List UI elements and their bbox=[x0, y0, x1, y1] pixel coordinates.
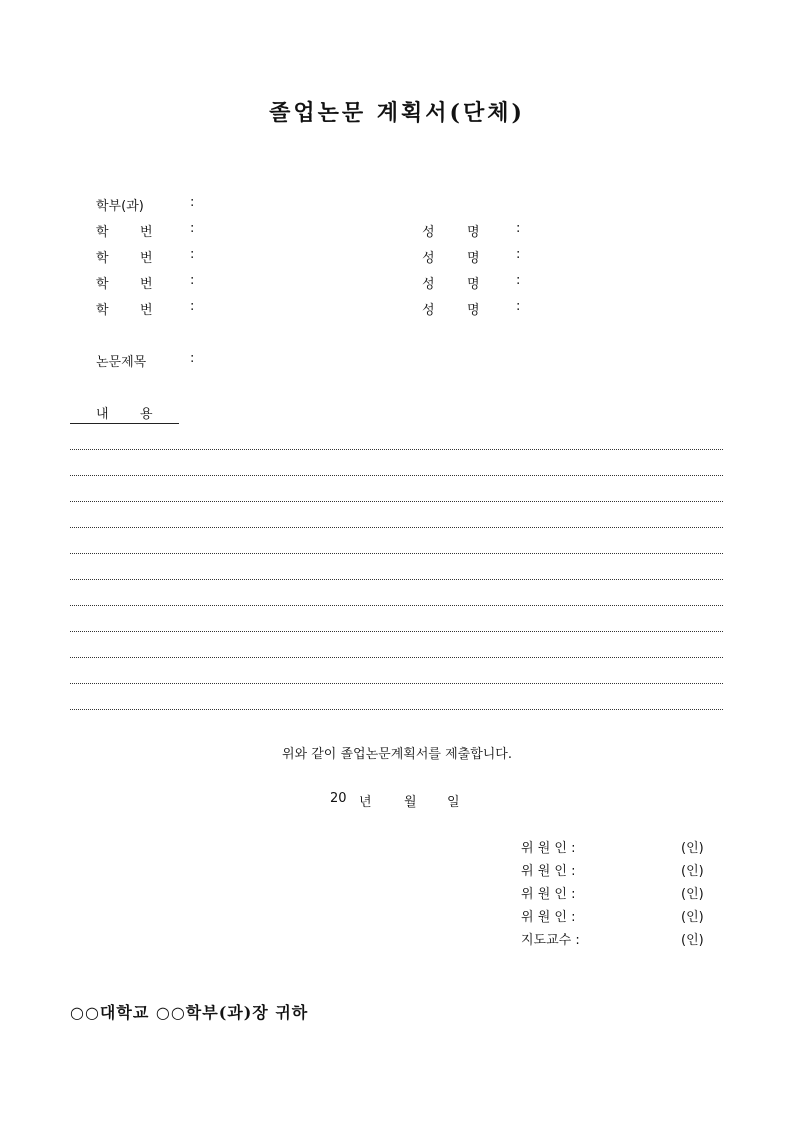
content-line bbox=[70, 579, 723, 580]
date-year: 년 bbox=[359, 795, 372, 810]
name-label-2: 명 bbox=[467, 225, 480, 240]
department-label: 학부(과) bbox=[96, 199, 144, 214]
name-label-1: 성 bbox=[422, 225, 435, 240]
date-month: 월 bbox=[404, 795, 417, 810]
student-no-colon: : bbox=[190, 221, 195, 236]
name-colon: : bbox=[516, 247, 521, 262]
student-no-colon: : bbox=[190, 273, 195, 288]
content-line bbox=[70, 631, 723, 632]
content-line bbox=[70, 449, 723, 450]
student-no-label-1: 학 bbox=[96, 225, 109, 240]
content-label-underline bbox=[70, 423, 179, 424]
content-label-2: 용 bbox=[140, 407, 153, 422]
signature-role: 위 원 인 : bbox=[521, 887, 576, 902]
student-no-label-1: 학 bbox=[96, 277, 109, 292]
signature-seal: (인) bbox=[681, 910, 704, 925]
content-line bbox=[70, 501, 723, 502]
student-no-label-1: 학 bbox=[96, 303, 109, 318]
date-year-prefix: 20 bbox=[330, 791, 347, 806]
signature-seal: (인) bbox=[681, 887, 704, 902]
student-no-label-2: 번 bbox=[140, 251, 153, 266]
signature-role: 위 원 인 : bbox=[521, 864, 576, 879]
name-colon: : bbox=[516, 273, 521, 288]
content-line bbox=[70, 709, 723, 710]
student-no-colon: : bbox=[190, 299, 195, 314]
name-label-1: 성 bbox=[422, 303, 435, 318]
signature-seal: (인) bbox=[681, 841, 704, 856]
content-line bbox=[70, 475, 723, 476]
advisor-role: 지도교수 : bbox=[521, 933, 580, 948]
content-line bbox=[70, 553, 723, 554]
name-colon: : bbox=[516, 299, 521, 314]
content-line bbox=[70, 683, 723, 684]
signature-role: 위 원 인 : bbox=[521, 841, 576, 856]
name-colon: : bbox=[516, 221, 521, 236]
thesis-title-label: 논문제목 bbox=[96, 355, 147, 370]
document-title: 졸업논문 계획서(단체) bbox=[269, 100, 525, 126]
date-day: 일 bbox=[447, 795, 460, 810]
name-label-2: 명 bbox=[467, 303, 480, 318]
student-no-label-2: 번 bbox=[140, 303, 153, 318]
student-no-label-2: 번 bbox=[140, 277, 153, 292]
student-no-label-1: 학 bbox=[96, 251, 109, 266]
content-line bbox=[70, 657, 723, 658]
signature-seal: (인) bbox=[681, 864, 704, 879]
name-label-2: 명 bbox=[467, 277, 480, 292]
name-label-1: 성 bbox=[422, 277, 435, 292]
content-line bbox=[70, 527, 723, 528]
signature-role: 위 원 인 : bbox=[521, 910, 576, 925]
content-line bbox=[70, 605, 723, 606]
department-colon: : bbox=[190, 195, 195, 210]
advisor-seal: (인) bbox=[681, 933, 704, 948]
student-no-label-2: 번 bbox=[140, 225, 153, 240]
submission-statement: 위와 같이 졸업논문계획서를 제출합니다. bbox=[281, 747, 512, 762]
content-label-1: 내 bbox=[96, 407, 109, 422]
thesis-title-colon: : bbox=[190, 351, 195, 366]
name-label-2: 명 bbox=[467, 251, 480, 266]
addressee-footer: ○○대학교 ○○학부(과)장 귀하 bbox=[70, 1003, 309, 1022]
name-label-1: 성 bbox=[422, 251, 435, 266]
student-no-colon: : bbox=[190, 247, 195, 262]
